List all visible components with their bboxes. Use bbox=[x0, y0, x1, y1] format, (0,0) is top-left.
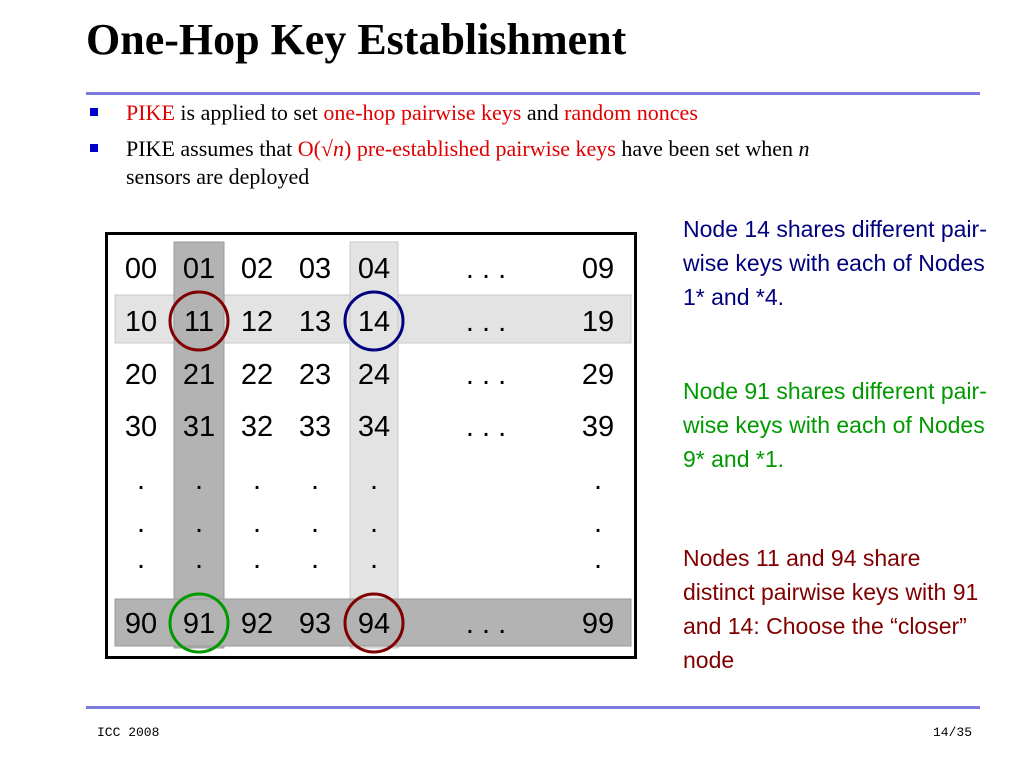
node-cell: 09 bbox=[581, 253, 615, 285]
ellipsis-cell: . bbox=[252, 507, 262, 539]
node-cell: 02 bbox=[240, 253, 274, 285]
ellipsis-cell: . . . bbox=[465, 411, 507, 443]
node-cell: 91 bbox=[182, 608, 216, 640]
ellipsis-cell: . bbox=[310, 507, 320, 539]
node-cell: 22 bbox=[240, 359, 274, 391]
ellipsis-cell: . . . bbox=[465, 253, 507, 285]
node-cell: 31 bbox=[182, 411, 216, 443]
footer-divider bbox=[86, 706, 980, 709]
bullet-text-highlight: one-hop pairwise keys bbox=[323, 100, 522, 125]
ellipsis-cell: . . . bbox=[465, 306, 507, 338]
node-cell: 93 bbox=[298, 608, 332, 640]
node-cell: 13 bbox=[298, 306, 332, 338]
note-node-14: Node 14 shares different pair-wise keys with each of Nodes 1* and *4. bbox=[683, 216, 987, 310]
node-cell: 29 bbox=[581, 359, 615, 391]
formula-text: ) pre-established pairwise keys bbox=[344, 136, 616, 161]
ellipsis-cell: . bbox=[136, 507, 146, 539]
node-cell: 04 bbox=[357, 253, 391, 285]
ellipsis-cell: . . . bbox=[465, 608, 507, 640]
node-cell: 30 bbox=[124, 411, 158, 443]
note-nodes-11-94: Nodes 11 and 94 share distinct pairwise keys with 91 and 14: Choose the “closer” node bbox=[683, 545, 979, 673]
node-cell: 90 bbox=[124, 608, 158, 640]
ellipsis-cell: . bbox=[369, 507, 379, 539]
footer-page-number: 14/35 bbox=[932, 725, 972, 740]
node-cell: 03 bbox=[298, 253, 332, 285]
node-cell: 39 bbox=[581, 411, 615, 443]
node-cell: 33 bbox=[298, 411, 332, 443]
ellipsis-cell: . bbox=[252, 543, 262, 575]
bullet-text-highlight: random nonces bbox=[564, 100, 698, 125]
node-cell: 24 bbox=[357, 359, 391, 391]
bullet-text: have been set when bbox=[615, 136, 799, 161]
node-cell: 14 bbox=[357, 306, 391, 338]
node-cell: 12 bbox=[240, 306, 274, 338]
node-cell: 94 bbox=[357, 608, 391, 640]
slide-title: One-Hop Key Establishment bbox=[86, 15, 627, 64]
ellipsis-cell: . bbox=[593, 507, 603, 539]
node-cell: 20 bbox=[124, 359, 158, 391]
ellipsis-cell: . bbox=[369, 543, 379, 575]
ellipsis-cell: . bbox=[136, 543, 146, 575]
node-cell: 34 bbox=[357, 411, 391, 443]
ellipsis-cell: . bbox=[252, 464, 262, 496]
ellipsis-cell: . bbox=[593, 464, 603, 496]
ellipsis-cell: . . . bbox=[465, 359, 507, 391]
node-cell: 01 bbox=[182, 253, 216, 285]
ellipsis-cell: . bbox=[136, 464, 146, 496]
node-cell: 10 bbox=[124, 306, 158, 338]
bullet-text-highlight: PIKE bbox=[126, 100, 175, 125]
ellipsis-cell: . bbox=[593, 543, 603, 575]
ellipsis-cell: . bbox=[194, 507, 204, 539]
bullet-text: is applied to set bbox=[174, 100, 324, 125]
node-cell: 11 bbox=[183, 306, 215, 338]
ellipsis-cell: . bbox=[310, 543, 320, 575]
node-cell: 19 bbox=[581, 306, 615, 338]
bullet-text: PIKE assumes that bbox=[126, 136, 298, 161]
formula-text: O(√ bbox=[297, 136, 333, 161]
ellipsis-cell: . bbox=[194, 543, 204, 575]
footer-conference: ICC 2008 bbox=[97, 725, 160, 740]
ellipsis-cell: . bbox=[194, 464, 204, 496]
note-node-91: Node 91 shares different pair-wise keys with each of Nodes 9* and *1. bbox=[683, 378, 987, 472]
formula-variable: n bbox=[333, 136, 344, 161]
bullet-text: sensors are deployed bbox=[126, 164, 310, 189]
node-cell: 99 bbox=[581, 608, 615, 640]
bullet-text: and bbox=[521, 100, 565, 125]
variable-n: n bbox=[798, 136, 810, 161]
ellipsis-cell: . bbox=[369, 464, 379, 496]
node-cell: 32 bbox=[240, 411, 274, 443]
ellipsis-cell: . bbox=[310, 464, 320, 496]
node-cell: 23 bbox=[298, 359, 332, 391]
node-cell: 92 bbox=[240, 608, 274, 640]
node-cell: 21 bbox=[182, 359, 216, 391]
node-cell: 00 bbox=[124, 253, 158, 285]
grid-frame bbox=[105, 232, 637, 659]
